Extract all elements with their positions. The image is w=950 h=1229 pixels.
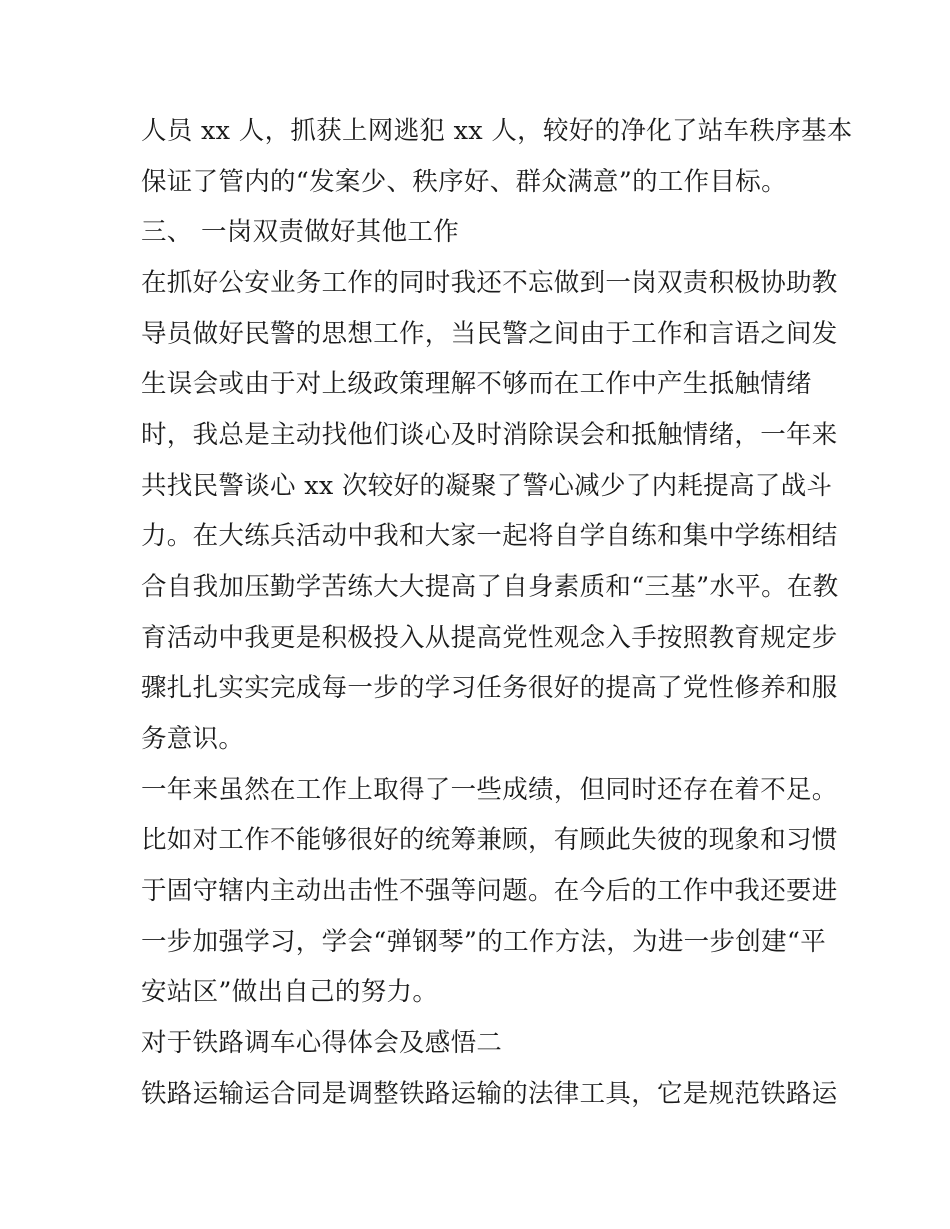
text-line: 骤扎扎实实完成每一步的学习任务很好的提高了党性修养和服 [141, 673, 838, 703]
text-line: 育活动中我更是积极投入从提高党性观念入手按照教育规定步 [141, 623, 838, 653]
text-line: 共找民警谈心 xx 次较好的凝聚了警心减少了内耗提高了战斗 [141, 471, 833, 501]
text-line: 一年来虽然在工作上取得了一些成绩，但同时还存在着不足。 [141, 775, 838, 805]
text-line: 时，我总是主动找他们谈心及时消除误会和抵触情绪，一年来 [141, 420, 838, 450]
text-line: 保证了管内的“发案少、秩序好、群众满意”的工作目标。 [141, 167, 787, 197]
text-line: 人员 xx 人，抓获上网逃犯 xx 人，较好的净化了站车秩序基本 [141, 116, 853, 146]
text-line: 安站区”做出自己的努力。 [141, 977, 439, 1007]
text-line: 一步加强学习，学会“弹钢琴”的工作方法，为进一步创建“平 [141, 927, 827, 957]
text-line: 力。在大练兵活动中我和大家一起将自学自练和集中学练相结 [141, 521, 838, 551]
text-line: 合自我加压勤学苦练大大提高了自身素质和“三基”水平。在教 [141, 572, 839, 602]
section-heading: 三、 一岗双责做好其他工作 [141, 217, 460, 247]
text-line: 导员做好民警的思想工作，当民警之间由于工作和言语之间发 [141, 319, 838, 349]
section-heading: 对于铁路调车心得体会及感悟二 [141, 1028, 503, 1058]
text-line: 在抓好公安业务工作的同时我还不忘做到一岗双责积极协助教 [141, 268, 838, 298]
text-line: 务意识。 [141, 724, 245, 754]
text-line: 于固守辖内主动出击性不强等问题。在今后的工作中我还要进 [141, 876, 838, 906]
text-line: 生误会或由于对上级政策理解不够而在工作中产生抵触情绪 [141, 369, 812, 399]
text-line: 比如对工作不能够很好的统筹兼顾，有顾此失彼的现象和习惯 [141, 825, 838, 855]
text-line: 铁路运输运合同是调整铁路运输的法律工具，它是规范铁路运 [141, 1079, 838, 1109]
